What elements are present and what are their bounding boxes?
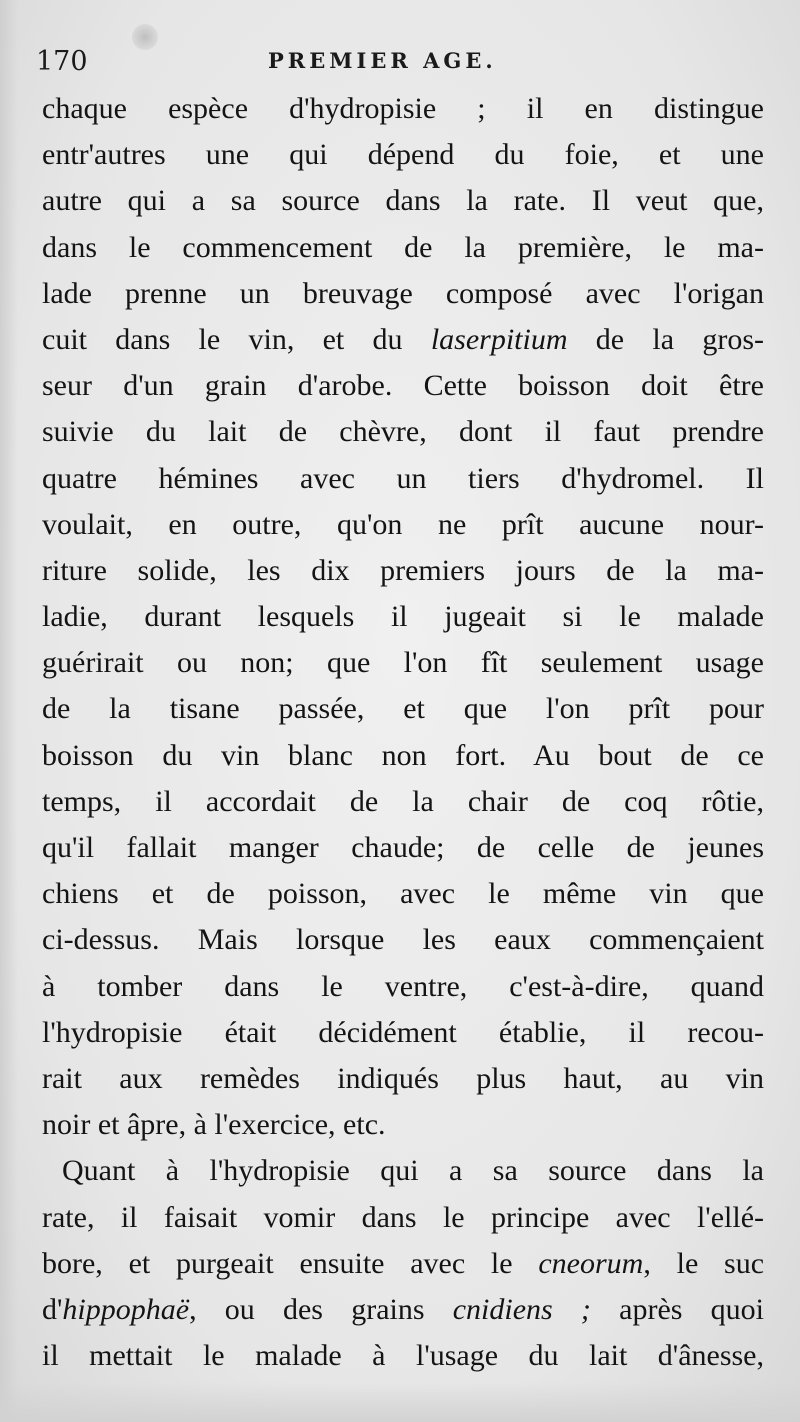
italic-term: hippophaë bbox=[62, 1292, 190, 1326]
text-fragment: entr'autres une qui dépend du foie, et une bbox=[42, 138, 764, 172]
text-fragment: de la gros- bbox=[567, 322, 764, 356]
text-fragment: après quoi bbox=[590, 1292, 764, 1326]
text-fragment: lade prenne un breuvage composé avec l'origan bbox=[42, 276, 764, 310]
text-line bbox=[42, 502, 764, 548]
text-line bbox=[42, 871, 764, 917]
text-line bbox=[42, 317, 764, 363]
text-line bbox=[42, 964, 764, 1010]
text-line bbox=[42, 456, 764, 502]
text-fragment: riture solide, les dix premiers jours de la ma- bbox=[42, 553, 764, 587]
text-line bbox=[42, 1195, 764, 1241]
text-line bbox=[42, 1056, 764, 1102]
text-line bbox=[42, 1333, 764, 1379]
text-fragment: d' bbox=[42, 1292, 63, 1326]
text-fragment: chaque espèce d'hydropisie ; il en distingue bbox=[42, 92, 764, 125]
page-header bbox=[36, 40, 766, 80]
italic-term: cnidiens ; bbox=[452, 1292, 591, 1326]
text-line bbox=[42, 917, 764, 963]
text-line bbox=[42, 1287, 764, 1333]
text-fragment: à tomber dans le ventre, c'est-à-dire, quand bbox=[42, 969, 764, 1003]
text-fragment: autre qui a sa source dans la rate. Il veut que, bbox=[42, 184, 764, 218]
text-fragment: , ou des grains bbox=[189, 1292, 453, 1326]
text-line bbox=[42, 686, 764, 732]
text-fragment: voulait, en outre, qu'on ne prît aucune nour- bbox=[42, 507, 764, 541]
text-fragment: quatre hémines avec un tiers d'hydromel. Il bbox=[42, 461, 764, 495]
text-line bbox=[42, 1241, 764, 1287]
text-fragment: temps, il accordait de la chair de coq rôtie, bbox=[42, 784, 764, 818]
text-line bbox=[42, 363, 764, 409]
text-fragment: , le suc bbox=[643, 1246, 765, 1280]
text-line bbox=[42, 594, 764, 640]
text-line bbox=[42, 1102, 764, 1148]
text-line bbox=[42, 132, 764, 178]
text-line bbox=[42, 640, 764, 686]
text-fragment: de la tisane passée, et que l'on prît pour bbox=[42, 692, 764, 726]
text-fragment: Quant à l'hydropisie qui a sa source dans la bbox=[62, 1154, 764, 1188]
text-line bbox=[42, 1148, 764, 1194]
page-edge-shadow bbox=[0, 0, 18, 1422]
text-fragment: bore, et purgeait ensuite avec le bbox=[42, 1246, 539, 1280]
text-fragment: l'hydropisie était décidément établie, il recou- bbox=[42, 1015, 764, 1049]
text-fragment: dans le commencement de la première, le ma- bbox=[42, 230, 764, 264]
text-line bbox=[42, 733, 764, 779]
text-fragment: suivie du lait de chèvre, dont il faut prendre bbox=[42, 415, 764, 449]
text-line bbox=[42, 779, 764, 825]
text-fragment: ci-dessus. Mais lorsque les eaux commençaient bbox=[42, 923, 764, 957]
text-line bbox=[42, 86, 764, 132]
text-line bbox=[42, 1010, 764, 1056]
text-fragment: seur d'un grain d'arobe. Cette boisson doit être bbox=[42, 369, 764, 403]
text-fragment: rait aux remèdes indiqués plus haut, au vin bbox=[42, 1061, 764, 1095]
text-fragment: chiens et de poisson, avec le même vin que bbox=[42, 877, 764, 911]
running-title: PREMIER AGE. bbox=[268, 48, 497, 73]
text-line bbox=[42, 178, 764, 224]
page-bottom-shadow bbox=[0, 1382, 800, 1422]
text-fragment: il mettait le malade à l'usage du lait d'ânesse, bbox=[42, 1339, 764, 1373]
text-fragment: boisson du vin blanc non fort. Au bout de ce bbox=[42, 738, 764, 772]
text-line bbox=[42, 409, 764, 455]
italic-term: laserpitium bbox=[430, 322, 568, 356]
text-fragment: rate, il faisait vomir dans le principe avec l'ellé- bbox=[42, 1200, 764, 1234]
text-line bbox=[42, 548, 764, 594]
text-line bbox=[42, 825, 764, 871]
body-text bbox=[42, 86, 764, 1379]
text-line bbox=[42, 225, 764, 271]
text-fragment: qu'il fallait manger chaude; de celle de jeunes bbox=[42, 831, 764, 864]
text-fragment: ladie, durant lesquels il jugeait si le malade bbox=[42, 600, 764, 634]
text-fragment: noir et âpre, à l'exercice, etc. bbox=[42, 1108, 386, 1142]
italic-term: cneorum bbox=[538, 1246, 644, 1280]
text-fragment: guérirait ou non; que l'on fît seulement usage bbox=[42, 646, 764, 680]
text-line bbox=[42, 271, 764, 317]
page-number: 170 bbox=[36, 46, 88, 77]
text-fragment: cuit dans le vin, et du bbox=[42, 322, 431, 356]
